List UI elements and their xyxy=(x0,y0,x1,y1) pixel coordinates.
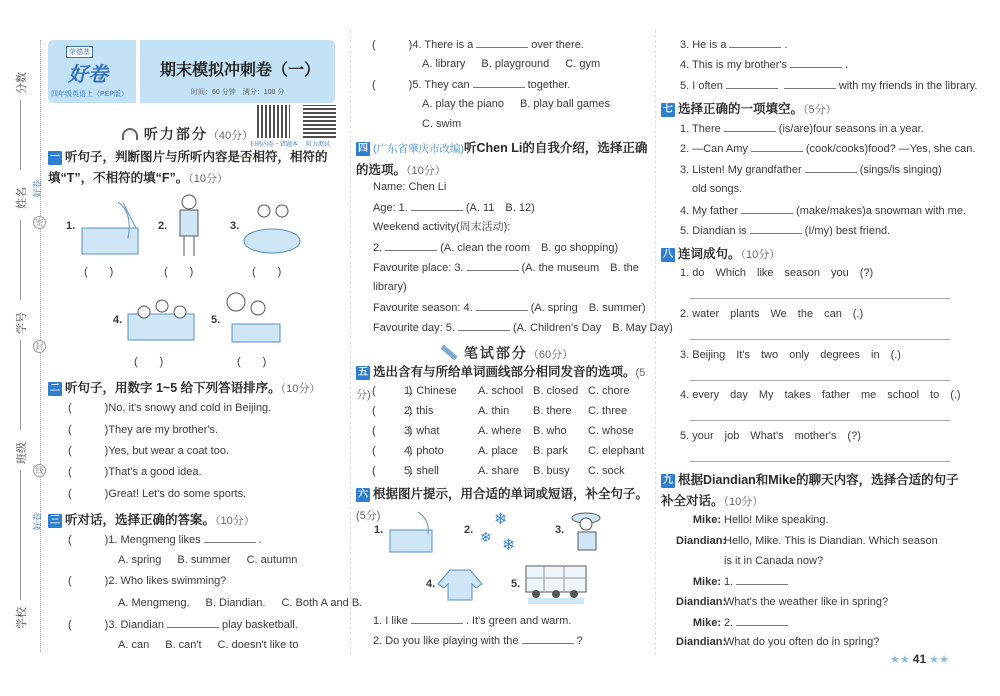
question-text: with my friends in the library. xyxy=(838,80,978,92)
question-line xyxy=(373,299,646,316)
speaker-label: Mike: xyxy=(692,617,721,629)
question-line xyxy=(680,306,863,322)
question-line xyxy=(680,56,848,73)
question-line xyxy=(68,422,218,438)
answer-bracket[interactable]: ( ) xyxy=(372,465,413,477)
logo-mark: 好卷 xyxy=(32,512,43,531)
question-line xyxy=(680,265,873,281)
question-text: What do you often do in spring? xyxy=(724,636,880,648)
answer-blank[interactable] xyxy=(467,259,519,271)
qr-label-listening: 听力测试 xyxy=(306,142,331,148)
answer-option: C. three xyxy=(588,405,628,417)
question-text: (I/my) best friend. xyxy=(804,225,891,237)
question-text: Age: 1. xyxy=(373,202,408,214)
answer-option: B. park xyxy=(533,445,568,457)
svg-text:❄: ❄ xyxy=(480,529,492,545)
section-number-badge: 五 xyxy=(358,367,368,378)
answer-blank[interactable] xyxy=(476,36,528,48)
answer-option: B. who xyxy=(533,425,567,437)
answer-blank[interactable] xyxy=(411,199,463,211)
question-text: What's the weather like in spring? xyxy=(724,596,889,608)
section-instruction: 连词成句。 xyxy=(678,247,741,261)
question-text: Favourite day: 5. xyxy=(373,322,455,334)
picture-label: 1. xyxy=(374,524,384,536)
question-line xyxy=(422,56,616,72)
answer-blank[interactable] xyxy=(729,36,781,48)
question-text: 4. My father xyxy=(680,205,739,217)
answer-blank[interactable] xyxy=(726,77,778,89)
question-text: ( )Great! Let's do some sports. xyxy=(68,488,247,500)
question-line xyxy=(676,573,791,590)
question-text: 3. He is a xyxy=(680,39,727,51)
picture-river-scene xyxy=(78,198,140,256)
speaker-label: Mike: xyxy=(692,514,721,526)
question-line xyxy=(680,222,890,239)
speaker-label: Diandian: xyxy=(676,636,727,648)
given-word: 3. what xyxy=(404,425,440,437)
svg-text:❄: ❄ xyxy=(494,511,508,528)
picture-label: 3. xyxy=(555,524,565,536)
picture-swimming xyxy=(126,292,196,344)
answer-option: B. Diandian. xyxy=(205,597,266,609)
listening-part-title: 听力部分（40分） xyxy=(122,124,253,144)
question-line xyxy=(68,616,298,633)
answer-blank[interactable] xyxy=(473,76,525,88)
answer-bracket[interactable]: ( ) xyxy=(372,445,413,457)
star-icon: ★★ xyxy=(890,654,910,666)
question-line xyxy=(372,76,570,93)
answer-blank[interactable] xyxy=(522,632,574,644)
qr-code-errors[interactable] xyxy=(257,105,290,138)
question-text: Hello! Mike speaking. xyxy=(724,514,829,526)
section-heading xyxy=(48,378,340,400)
answer-option: A. where xyxy=(478,425,522,437)
answer-option: B. there xyxy=(533,405,572,417)
question-text: . xyxy=(258,534,262,546)
section-heading xyxy=(661,470,961,513)
writing-part-title: 笔试部分（60分） xyxy=(440,343,573,363)
star-icon: ★★ xyxy=(929,654,949,666)
question-text: 2. —Can Amy xyxy=(680,143,748,155)
seal-feng: 封 xyxy=(33,340,46,353)
question-line xyxy=(373,199,535,216)
given-word: 2. this xyxy=(404,405,434,417)
answer-option: A. Mengmeng. xyxy=(118,597,190,609)
question-line xyxy=(422,116,477,132)
brand-logo: 好卷 xyxy=(68,62,108,86)
question-line xyxy=(680,387,961,403)
answer-option: C. Both A and B. xyxy=(281,597,363,609)
school-label: 学校 xyxy=(16,607,28,629)
section-score: (5分) xyxy=(356,510,381,522)
answer-option: C. swim xyxy=(422,118,462,130)
answer-bracket[interactable]: ( ) xyxy=(252,266,282,278)
section-instruction: 根据图片提示，用合适的单词或短语，补全句子。 xyxy=(373,487,649,501)
question-line xyxy=(676,512,829,528)
section-heading xyxy=(661,99,961,121)
section-score: （10分） xyxy=(406,165,446,177)
page-footer xyxy=(890,652,949,666)
section-score: （10分） xyxy=(188,173,229,185)
question-line xyxy=(676,553,823,569)
question-text: Favourite season: 4. xyxy=(373,302,473,314)
question-line xyxy=(373,219,510,235)
answer-line[interactable] xyxy=(690,380,950,381)
question-text: (A. spring B. summer) xyxy=(530,302,646,314)
question-text: ( )1. Mengmeng likes xyxy=(68,534,201,546)
answer-blank[interactable] xyxy=(790,56,842,68)
question-text: old songs. xyxy=(692,183,743,195)
question-line xyxy=(680,120,924,137)
seal-xian: 线 xyxy=(33,464,46,477)
question-text: (A. 11 B. 12) xyxy=(465,202,535,214)
question-text: 4. every day My takes father me school to (.) xyxy=(680,389,961,401)
speaker-label: Mike: xyxy=(692,576,721,588)
picture-children-playing xyxy=(242,196,304,256)
answer-bracket[interactable]: ( ) xyxy=(84,266,114,278)
question-line xyxy=(118,637,315,653)
question-line xyxy=(680,140,975,157)
question-text: Favourite place: 3. xyxy=(373,262,464,274)
picture-label: 3. xyxy=(230,220,240,232)
pencil-icon xyxy=(440,345,457,360)
answer-option: B. closed xyxy=(533,385,579,397)
answer-blank[interactable] xyxy=(167,616,219,628)
section-heading xyxy=(48,147,340,190)
question-text: 1. xyxy=(724,576,734,588)
question-text: ( )Yes, but wear a coat too. xyxy=(68,445,229,457)
section-instruction: 选出含有与所给单词画线部分相同发音的选项。 xyxy=(373,365,636,379)
question-text: 2. xyxy=(724,617,734,629)
question-text: (sings/is singing) xyxy=(859,164,942,176)
logo-mark: 好卷 xyxy=(32,179,43,198)
question-text: is it in Canada now? xyxy=(724,555,824,567)
page-number: 41 xyxy=(912,652,927,666)
question-line xyxy=(373,319,673,336)
question-text: ( )5. They can xyxy=(372,79,470,91)
picture-sweater xyxy=(436,566,484,602)
question-line xyxy=(118,552,313,568)
section-heading xyxy=(356,138,648,182)
section-heading xyxy=(48,510,340,532)
answer-option: B. summer xyxy=(177,554,231,566)
answer-option: B. can't xyxy=(165,639,202,651)
answer-option: C. autumn xyxy=(246,554,298,566)
question-text: 2. xyxy=(373,242,383,254)
section-score: （5分） xyxy=(803,104,837,116)
score-label: 分数 xyxy=(16,72,28,94)
section-number-badge: 二 xyxy=(50,383,60,394)
question-line xyxy=(373,259,639,276)
answer-blank[interactable] xyxy=(204,531,256,543)
question-text: ( )No, it's snowy and cold in Beijing. xyxy=(68,402,272,414)
section-number-badge: 三 xyxy=(50,515,60,526)
answer-bracket[interactable]: ( ) xyxy=(372,405,413,417)
question-line xyxy=(680,202,966,219)
question-text: 2. Do you like playing with the xyxy=(373,635,519,647)
answer-blank[interactable] xyxy=(751,140,803,152)
picture-label: 2. xyxy=(464,524,474,536)
class-label: 班级 xyxy=(16,442,28,464)
question-text: ( )They are my brother's. xyxy=(68,424,219,436)
question-text: 1. I like xyxy=(373,615,408,627)
picture-label: 1. xyxy=(66,220,76,232)
question-line xyxy=(676,614,791,631)
answer-option: B. play ball games xyxy=(519,98,610,110)
section-instruction: 根据Diandian和Mike的聊天内容，选择合适的句子补全对话。 xyxy=(661,473,959,508)
answer-bracket[interactable]: ( ) xyxy=(164,266,194,278)
speaker-label: Diandian: xyxy=(676,596,727,608)
picture-label: 2. xyxy=(158,220,168,232)
headphones-icon xyxy=(122,128,138,140)
answer-blank[interactable] xyxy=(411,612,463,624)
question-text: (cook/cooks)food? —Yes, she can. xyxy=(805,143,976,155)
question-line xyxy=(68,400,271,416)
answer-blank[interactable] xyxy=(736,614,788,626)
answer-line[interactable] xyxy=(690,298,950,299)
picture-girl-eating xyxy=(222,290,284,348)
answer-blank[interactable] xyxy=(741,202,793,214)
answer-blank[interactable] xyxy=(736,573,788,585)
section-score: (5分) xyxy=(356,367,646,401)
answer-blank[interactable] xyxy=(385,239,437,251)
question-text: (make/makes)a snowman with me. xyxy=(796,205,967,217)
answer-bracket[interactable]: ( ) xyxy=(134,356,164,368)
answer-option: A. spring xyxy=(118,554,162,566)
picture-label: 4. xyxy=(113,314,123,326)
name-label: 姓名 xyxy=(16,187,28,209)
brand-label: 荣德基 xyxy=(66,46,93,58)
given-word: 4. photo xyxy=(404,445,444,457)
question-line xyxy=(373,612,571,629)
question-line xyxy=(676,533,938,549)
section-instruction: 选择正确的一项填空。 xyxy=(678,102,804,116)
question-text: 2. water plants We the can (.) xyxy=(680,308,864,320)
grade-label: 四年级英语上（PEP版） xyxy=(51,91,129,98)
answer-option: A. share xyxy=(478,465,519,477)
section-instruction: 听对话，选择正确的答案。 xyxy=(65,513,216,527)
section-score: （10分） xyxy=(280,383,321,395)
answer-option: C. whose xyxy=(588,425,634,437)
section-number-badge: 四 xyxy=(358,143,368,154)
answer-option: A. library xyxy=(422,58,466,70)
question-text: (A. Children's Day B. May Day) xyxy=(512,322,673,334)
seal-mi: 密 xyxy=(33,216,46,229)
section-number-badge: 八 xyxy=(663,249,673,260)
exam-title: 期末模拟冲刺卷（一） xyxy=(160,62,321,79)
answer-option: B. playground xyxy=(481,58,550,70)
student-id-label: 学号 xyxy=(16,312,28,334)
answer-blank[interactable] xyxy=(724,120,776,132)
answer-blank[interactable] xyxy=(476,299,528,311)
picture-label: 5. xyxy=(511,578,521,590)
question-text: ( )3. Diandian xyxy=(68,619,164,631)
answer-option: B. busy xyxy=(533,465,570,477)
section-score: （10分） xyxy=(215,515,255,527)
answer-bracket[interactable]: ( ) xyxy=(237,356,267,368)
question-text: 3. Listen! My grandfather xyxy=(680,164,802,176)
qr-label-errors: 扫码内卷・错题本 xyxy=(250,142,299,148)
section-score: （10分） xyxy=(740,249,781,261)
question-line xyxy=(680,161,942,178)
question-text: together. xyxy=(527,79,571,91)
answer-blank[interactable] xyxy=(458,319,510,331)
question-line xyxy=(676,634,879,650)
question-text: Weekend activity(周末活动): xyxy=(373,221,511,233)
picture-doctor xyxy=(172,192,206,260)
answer-option: A. play the piano xyxy=(422,98,504,110)
section-number-badge: 九 xyxy=(663,475,673,486)
question-line xyxy=(373,179,446,195)
question-line xyxy=(680,77,977,94)
question-text: over there. xyxy=(531,39,584,51)
question-text: . It's green and warm. xyxy=(465,615,572,627)
answer-option: A. can xyxy=(118,639,150,651)
question-line xyxy=(676,594,888,610)
question-text: ( )2. Who likes swimming? xyxy=(68,575,227,587)
question-line xyxy=(68,531,262,548)
speaker-label: Diandian: xyxy=(676,535,727,547)
question-text: 4. This is my brother's xyxy=(680,59,788,71)
question-text: . xyxy=(845,59,849,71)
answer-option: A. place xyxy=(478,445,518,457)
question-line xyxy=(373,279,407,295)
question-line xyxy=(68,464,202,480)
svg-text:❄: ❄ xyxy=(502,537,516,554)
question-text: 3. Beijing It's two only degrees in (.) xyxy=(680,349,901,361)
question-text: 1. There xyxy=(680,123,721,135)
question-line xyxy=(422,96,626,112)
section-score: （10分） xyxy=(723,496,764,508)
question-text: play basketball. xyxy=(221,619,298,631)
given-word: 1. Chinese xyxy=(404,385,457,397)
picture-label: 4. xyxy=(426,578,436,590)
question-text: 5. Diandian is xyxy=(680,225,747,237)
question-line xyxy=(680,347,901,363)
question-text: ( )That's a good idea. xyxy=(68,466,202,478)
answer-bracket[interactable]: ( ) xyxy=(372,425,413,437)
qr-code-listening[interactable] xyxy=(303,105,336,138)
section-heading xyxy=(661,244,961,266)
answer-option: A. school xyxy=(478,385,524,397)
given-word: 5. shell xyxy=(404,465,439,477)
question-text: (A. the museum B. the xyxy=(521,262,639,274)
question-text: (A. clean the room B. go shopping) xyxy=(440,242,619,254)
question-text: 5. I often xyxy=(680,80,723,92)
section-number-badge: 一 xyxy=(50,152,60,163)
question-text: 1. do Which like season you (?) xyxy=(680,267,874,279)
picture-label: 5. xyxy=(211,314,221,326)
answer-option: C. chore xyxy=(588,385,630,397)
question-text: library) xyxy=(373,281,407,293)
question-text: Name: Chen Li xyxy=(373,181,447,193)
question-text: . xyxy=(784,39,788,51)
question-line xyxy=(68,573,226,589)
question-line xyxy=(692,181,742,197)
answer-blank[interactable] xyxy=(784,77,836,89)
question-text: ( )4. There is a xyxy=(372,39,474,51)
answer-blank[interactable] xyxy=(750,222,802,234)
exam-meta: 时间：60 分钟 满分：100 分 xyxy=(191,89,285,96)
section-number-badge: 七 xyxy=(663,104,673,115)
section-number-badge: 六 xyxy=(358,489,368,500)
question-text: ? xyxy=(576,635,583,647)
question-line xyxy=(373,239,618,256)
question-text: 5. your job What's mother's (?) xyxy=(680,430,861,442)
answer-option: C. elephant xyxy=(588,445,645,457)
answer-option: C. gym xyxy=(565,58,601,70)
section-instruction: 听句子，判断图片与所听内容是否相符，相符的填“T”，不相符的填“F”。 xyxy=(48,150,328,185)
question-line xyxy=(68,486,246,502)
answer-bracket[interactable]: ( ) xyxy=(372,385,413,397)
question-line xyxy=(118,595,378,611)
section-heading xyxy=(356,484,648,527)
question-line xyxy=(373,632,583,649)
answer-option: C. doesn't like to xyxy=(217,639,299,651)
answer-option: C. sock xyxy=(588,465,625,477)
question-text: (is/are)four seasons in a year. xyxy=(778,123,924,135)
exam-header xyxy=(48,40,335,103)
question-line xyxy=(680,428,861,444)
answer-blank[interactable] xyxy=(805,161,857,173)
answer-line[interactable] xyxy=(690,420,950,421)
answer-line[interactable] xyxy=(690,339,950,340)
question-line xyxy=(68,443,229,459)
answer-option: A. thin xyxy=(478,405,510,417)
question-text: Hello, Mike. This is Diandian. Which season xyxy=(724,535,938,547)
section-instruction: 听句子，用数字 1~5 给下列答语排序。 xyxy=(65,381,281,395)
question-line xyxy=(372,36,584,53)
picture-classroom xyxy=(524,564,588,606)
answer-line[interactable] xyxy=(690,461,950,462)
source-note: (广东省肇庆市改编) xyxy=(373,143,464,155)
question-line xyxy=(680,36,788,53)
section-instruction: 听Chen Li的自我介绍，选择正确的选项。 xyxy=(356,141,648,177)
